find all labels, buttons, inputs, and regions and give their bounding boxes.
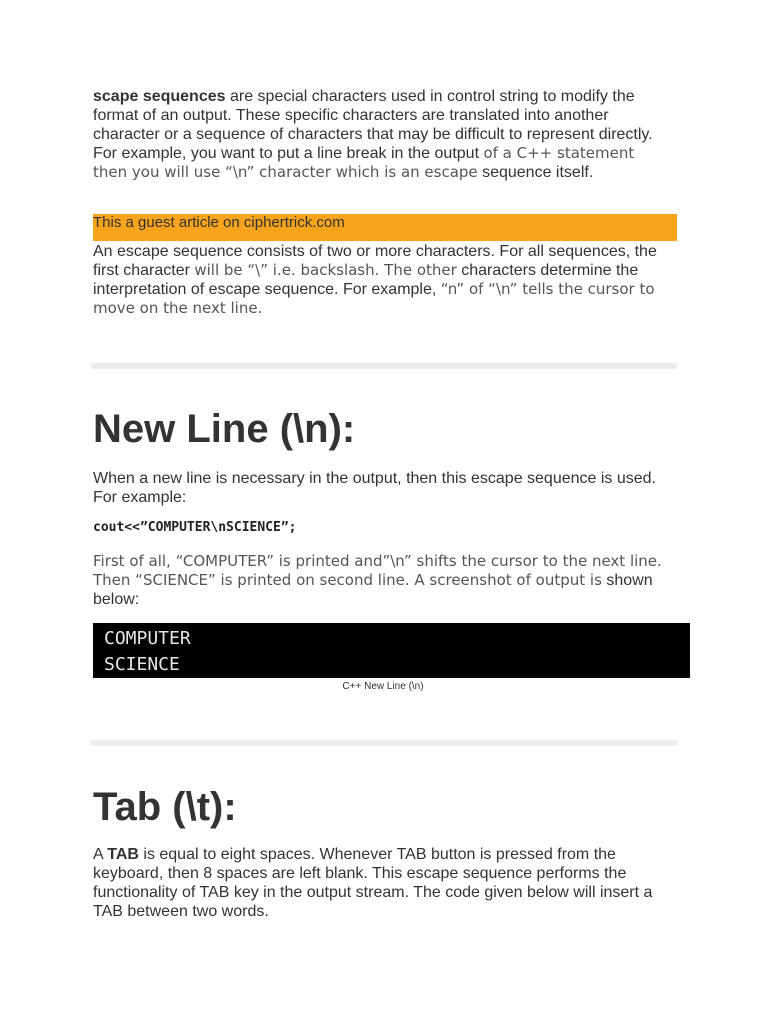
tab-pre: A [93, 846, 108, 863]
tab-paragraph [93, 845, 678, 921]
section-divider [91, 740, 677, 746]
output-explanation-light: First of all, “COMPUTER” is printed and”\n” shifts the cursor to the next line. Then “SCIENCE” is printed on second line. A screenshot of output is [93, 552, 662, 589]
tab-heading: Tab (\t): [93, 785, 237, 829]
section-divider [91, 363, 677, 369]
output-explanation-paragraph [93, 552, 673, 609]
output-explanation-dark: shown below: [93, 572, 653, 608]
console-line-2: SCIENCE [104, 654, 180, 675]
intro2-text-4: “n” of “\n” tells the cursor to move on the next line. [93, 280, 655, 317]
newline-heading: New Line (\n): [93, 407, 356, 451]
intro-text-3: sequence itself. [477, 164, 594, 181]
console-output-screenshot [93, 623, 690, 678]
intro-text-2: of a C++ statement then you will use “\n” character which is an escape [93, 144, 635, 181]
intro2-text-3: characters determine the interpretation of escape sequence. For example, [93, 262, 639, 298]
newline-paragraph: When a new line is necessary in the output, then this escape sequence is used. For example: [93, 470, 657, 506]
intro2-text-2: will be “\” i.e. backslash. The other [194, 261, 457, 279]
image-caption: C++ New Line (\n) [342, 681, 424, 692]
intro2-paragraph [93, 242, 673, 318]
intro2-text-1: An escape sequence consists of two or more characters. For all sequences, the first character [93, 243, 657, 279]
tab-bold-term: TAB [107, 846, 139, 863]
console-line-1: COMPUTER [104, 628, 191, 649]
intro-text-1: are special characters used in control string to modify the format of an output. These specific characters are translated into another character or a sequence of characters that may be difficult to represent directly. For example, you want to put a line break in the output [93, 88, 653, 162]
guest-article-banner: This a guest article on ciphertrick.com [93, 214, 677, 241]
tab-text: is equal to eight spaces. Whenever TAB button is pressed from the keyboard, then 8 spaces are left blank. This escape sequence performs the functionality of TAB key in the output stream. The code given below will insert a TAB between two words. [93, 846, 653, 920]
intro-bold-term: scape sequences [93, 88, 226, 105]
intro-paragraph [93, 87, 673, 182]
code-snippet: cout<<”COMPUTER\nSCIENCE”; [93, 520, 297, 535]
